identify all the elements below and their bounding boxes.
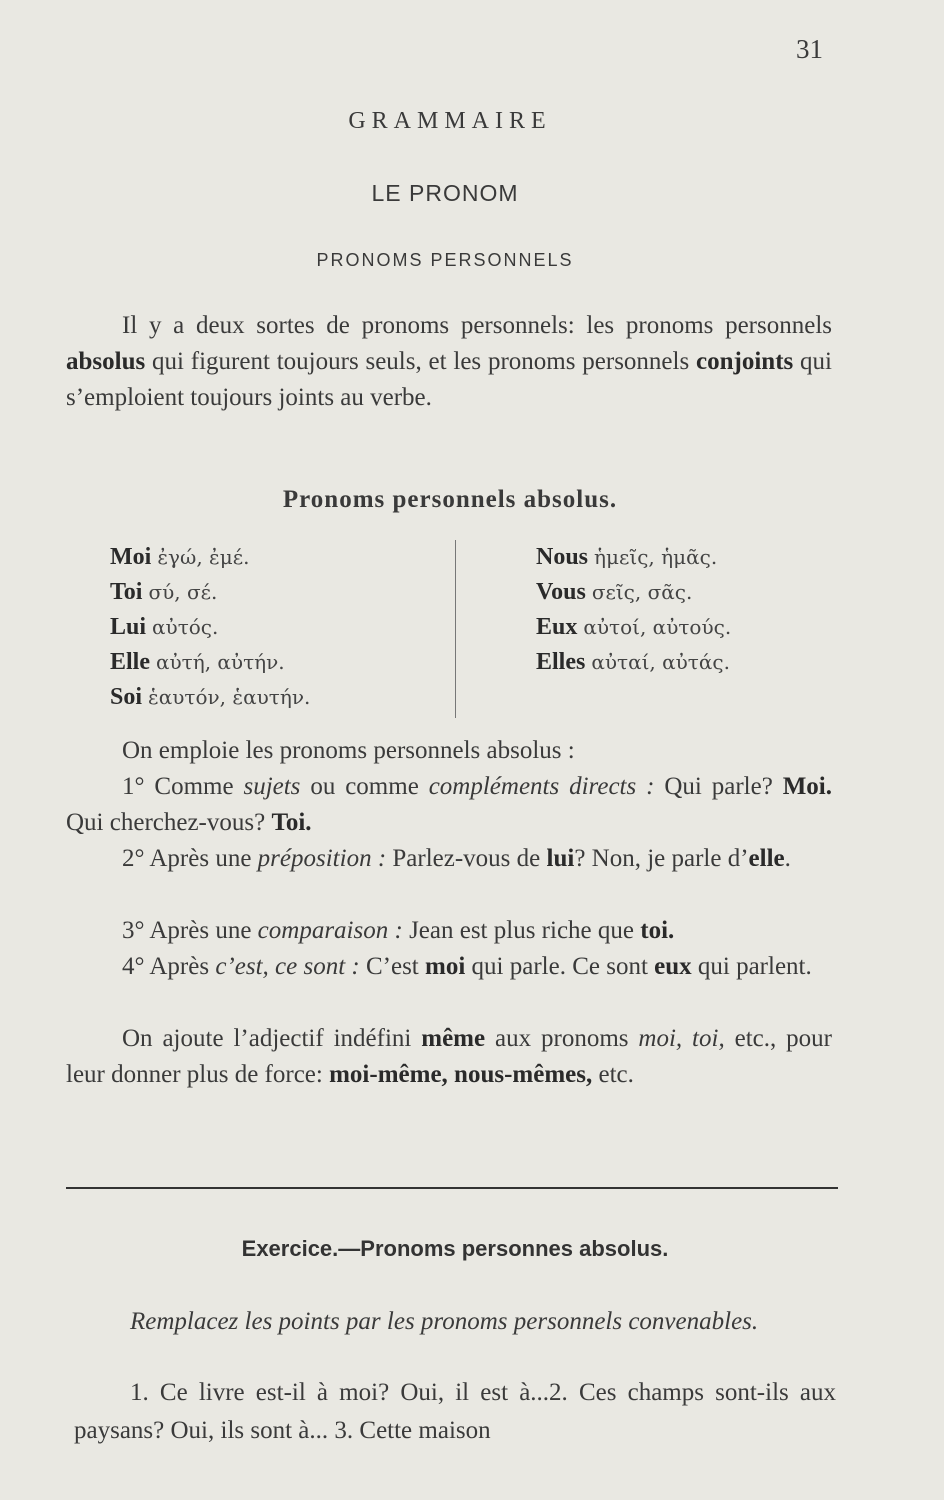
pronoun-row: Soi ἑαυτόν, ἑαυτήν. [110,684,311,710]
pronoun-row: Lui αὐτός. [110,614,219,640]
pronoun-row: Elles αὐταί, αὐτάς. [536,649,730,675]
rule-1: 1° Comme sujets ou comme compléments directs : Qui parle? Moi. Qui cherchez-vous? Toi. [66,773,832,836]
pronoun-row: Vous σεῖς, σᾶς. [536,579,693,605]
heading-grammaire: GRAMMAIRE [348,108,552,134]
page-number: 31 [796,34,823,64]
rule-2: 2° Après une préposition : Parlez-vous de lui? Non, je parle d’elle. [122,845,791,872]
exercise-instruction: Remplacez les points par les pronoms personnels convenables. [130,1308,759,1335]
meme-paragraph: On ajoute l’adjectif indéfini même aux pronoms moi, toi, etc., pour leur donner plus de force: moi-même, nous-mêmes, etc. [66,1025,832,1088]
pronoun-list-plural [536,540,731,680]
pronoun-row: Moi ἐγώ, ἐμέ. [110,544,250,570]
usage-intro: On emploie les pronoms personnels absolus : [122,737,575,764]
column-divider [455,540,456,718]
pronoun-row: Nous ἡμεῖς, ἡμᾶς. [536,544,718,570]
pronoun-row: Eux αὐτοί, αὐτούς. [536,614,732,640]
section-divider [66,1187,838,1189]
section-title: PRONOMS PERSONNELS [316,250,574,270]
exercise-heading: Exercice.—Pronoms personnes absolus. [241,1236,669,1261]
pronoun-row: Elle αὐτή, αὐτήν. [110,649,285,675]
pronoun-row: Toi σύ, σέ. [110,579,218,605]
exercise-text: 1. Ce livre est-il à moi? Oui, il est à...2. Ces champs sont-ils aux paysans? Oui, ils sont à... 3. Cette maison [74,1379,836,1444]
chapter-title: LE PRONOM [371,180,519,206]
subheading-absolus: Pronoms personnels absolus. [282,486,618,513]
rule-3: 3° Après une comparaison : Jean est plus riche que toi. [122,917,675,944]
intro-paragraph: Il y a deux sortes de pronoms personnels: les pronoms personnels absolus qui figurent toujours seuls, et les pronoms personnels conjoints qui s’emploient toujours joints au verbe. [66,312,833,411]
rule-4: 4° Après c’est, ce sont : C’est moi qui parle. Ce sont eux qui parlent. [122,953,812,980]
pronoun-list-singular [110,540,310,715]
